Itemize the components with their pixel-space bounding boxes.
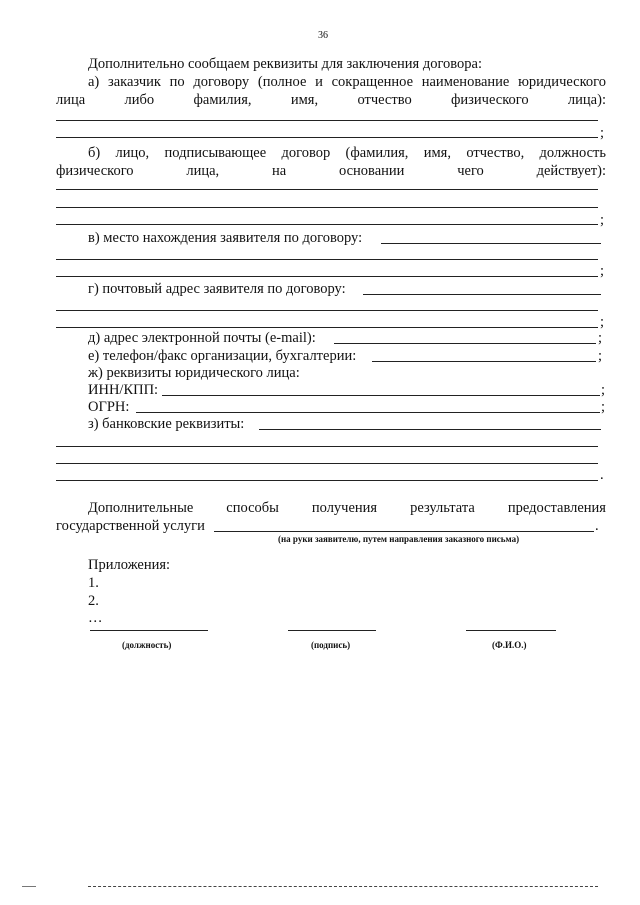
- inn-label: ИНН/КПП:: [88, 382, 159, 398]
- scan-artifact-line: [22, 886, 36, 887]
- section-e-label: е) телефон/факс организации, бухгалтерии:: [88, 348, 357, 364]
- word: лица: [56, 92, 86, 108]
- word: лица):: [567, 92, 606, 108]
- word: лица,: [186, 163, 220, 179]
- additional-line2: государственной услуги: [56, 518, 205, 534]
- fill-line[interactable]: [56, 120, 598, 121]
- semicolon: ;: [598, 348, 603, 364]
- semicolon: ;: [600, 125, 605, 141]
- semicolon: ;: [601, 399, 606, 415]
- word: отчество: [357, 92, 412, 108]
- word: (фамилия,: [345, 145, 409, 161]
- fill-line[interactable]: [56, 207, 598, 208]
- word: чего: [457, 163, 484, 179]
- word: либо: [124, 92, 155, 108]
- name-signature-line[interactable]: [466, 630, 556, 631]
- result-method-field[interactable]: [214, 531, 594, 532]
- attachment-item: …: [88, 610, 103, 626]
- word: подписывающее: [164, 145, 267, 161]
- word: имя,: [290, 92, 319, 108]
- postal-address-field[interactable]: [363, 294, 601, 295]
- result-method-hint: (на руки заявителю, путем направления заказного письма): [278, 534, 520, 544]
- attachment-item: 1.: [88, 575, 99, 591]
- period: .: [600, 467, 604, 483]
- section-d-label: д) адрес электронной почты (e-mail):: [88, 330, 316, 346]
- word: фамилия,: [193, 92, 252, 108]
- inn-field[interactable]: [162, 395, 600, 396]
- fill-line[interactable]: [56, 137, 598, 138]
- location-field[interactable]: [381, 243, 601, 244]
- section-b-line1: [88, 144, 606, 162]
- section-a-line1: а) заказчик по договору (полное и сокращенное наименование юридического: [88, 74, 606, 90]
- period: .: [595, 518, 599, 534]
- word: лицо,: [115, 145, 150, 161]
- word: предоставления: [507, 500, 606, 516]
- word: на: [271, 163, 287, 179]
- word: физического: [56, 163, 134, 179]
- fill-line[interactable]: [56, 189, 598, 190]
- semicolon: ;: [601, 382, 606, 398]
- semicolon: ;: [598, 330, 603, 346]
- scan-artifact-line: [88, 886, 598, 887]
- section-b-line2: [56, 162, 606, 180]
- email-field[interactable]: [334, 343, 596, 344]
- attachment-item: 2.: [88, 593, 99, 609]
- section-zh-label: ж) реквизиты юридического лица:: [88, 365, 300, 381]
- additional-line1: [88, 499, 606, 517]
- fill-line[interactable]: [56, 224, 598, 225]
- word: б): [88, 145, 101, 161]
- section-v-label: в) место нахождения заявителя по договору:: [88, 230, 363, 246]
- word: способы: [226, 500, 279, 516]
- word: имя,: [423, 145, 451, 161]
- signature-caption: (подпись): [311, 640, 351, 650]
- word: действует):: [536, 163, 606, 179]
- position-caption: (должность): [122, 640, 172, 650]
- fill-line[interactable]: [56, 446, 598, 447]
- fill-line[interactable]: [56, 276, 598, 277]
- position-signature-line[interactable]: [90, 630, 208, 631]
- word: должность: [539, 145, 606, 161]
- semicolon: ;: [600, 314, 605, 330]
- section-g-label: г) почтовый адрес заявителя по договору:: [88, 281, 346, 297]
- word: результата: [410, 500, 475, 516]
- section-a-line2: [56, 91, 606, 109]
- fill-line[interactable]: [56, 463, 598, 464]
- fill-line[interactable]: [56, 310, 598, 311]
- name-caption: (Ф.И.О.): [492, 640, 527, 650]
- word: Дополнительные: [88, 500, 194, 516]
- attachments-title: Приложения:: [88, 557, 171, 573]
- semicolon: ;: [600, 212, 605, 228]
- signature-line[interactable]: [288, 630, 376, 631]
- ogrn-label: ОГРН:: [88, 399, 130, 415]
- word: договор: [281, 145, 331, 161]
- word: физического: [451, 92, 529, 108]
- phone-fax-field[interactable]: [372, 361, 596, 362]
- ogrn-field[interactable]: [136, 412, 600, 413]
- page-number: 36: [318, 30, 328, 41]
- word: получения: [311, 500, 378, 516]
- word: основании: [338, 163, 405, 179]
- semicolon: ;: [600, 263, 605, 279]
- intro-text: Дополнительно сообщаем реквизиты для заключения договора:: [88, 56, 482, 72]
- section-z-label: з) банковские реквизиты:: [88, 416, 245, 432]
- bank-details-field[interactable]: [259, 429, 601, 430]
- fill-line[interactable]: [56, 327, 598, 328]
- fill-line[interactable]: [56, 480, 598, 481]
- word: отчество,: [466, 145, 525, 161]
- fill-line[interactable]: [56, 259, 598, 260]
